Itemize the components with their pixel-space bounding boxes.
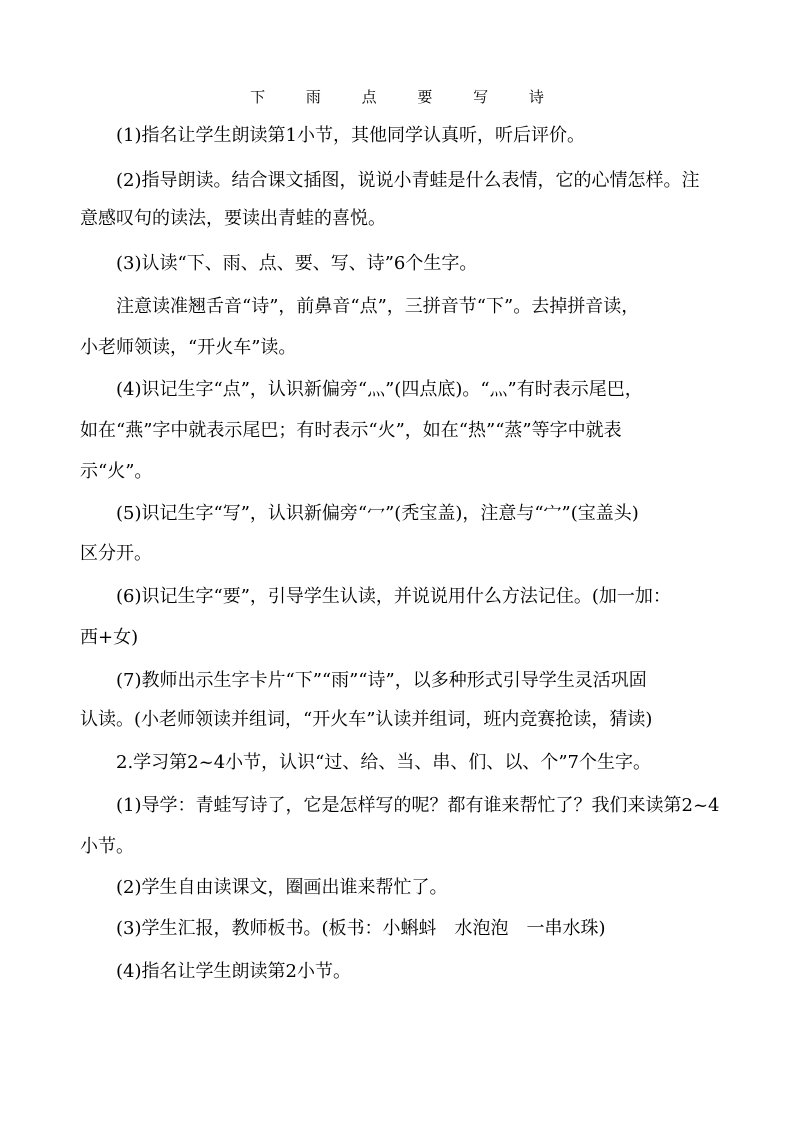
section-title: 下 雨 点 要 写 诗 xyxy=(250,88,562,106)
paragraph-line: (6)识记生字“要”，引导学生认读，并说说用什么方法记住。(加一加： xyxy=(116,586,671,607)
paragraph-line: (7)教师出示生字卡片“下”“雨”“诗”，以多种形式引导学生灵活巩固 xyxy=(116,670,647,691)
paragraph-line: 如在“燕”字中就表示尾巴；有时表示“火”，如在“热”“蒸”等字中就表 xyxy=(80,420,622,441)
paragraph-line: 意感叹句的读法，要读出青蛙的喜悦。 xyxy=(80,208,386,229)
paragraph-line: (3)学生汇报，教师板书。(板书：小蝌蚪 水泡泡 一串水珠) xyxy=(116,918,606,939)
paragraph-line: (3)认读“下、雨、点、要、写、诗”6个生字。 xyxy=(116,253,478,274)
paragraph-line: (1)导学：青蛙写诗了，它是怎样写的呢？都有谁来帮忙了？我们来读第2~4 xyxy=(116,795,720,816)
paragraph-line: 认读。(小老师领读并组词，“开火车”认读并组词，班内竞赛抢读，猜读) xyxy=(80,709,653,730)
paragraph-line: (4)识记生字“点”，认识新偏旁“灬”(四点底)。“灬”有时表示尾巴， xyxy=(116,379,643,400)
paragraph-line: 注意读准翘舌音“诗”，前鼻音“点”，三拼音节“下”。去掉拼音读， xyxy=(116,296,640,317)
paragraph-line: (1)指名让学生朗读第1小节，其他同学认真听，听后评价。 xyxy=(116,125,585,146)
paragraph-line: (5)识记生字“写”，认识新偏旁“冖”(秃宝盖)，注意与“宀”(宝盖头) xyxy=(116,503,639,524)
paragraph-line: 2.学习第2~4小节，认识“过、给、当、串、们、以、个”7个生字。 xyxy=(116,752,652,773)
paragraph-line: 小老师领读，“开火车”读。 xyxy=(80,337,297,358)
paragraph-line: 小节。 xyxy=(80,836,134,857)
paragraph-line: (2)指导朗读。结合课文插图，说说小青蛙是什么表情，它的心情怎样。注 xyxy=(116,170,700,191)
paragraph-line: (2)学生自由读课文，圈画出谁来帮忙了。 xyxy=(116,877,448,898)
paragraph-line: 西+女) xyxy=(80,627,139,648)
paragraph-line: 区分开。 xyxy=(80,543,152,564)
paragraph-line: (4)指名让学生朗读第2小节。 xyxy=(116,961,351,982)
paragraph-line: 示“火”。 xyxy=(80,461,153,482)
